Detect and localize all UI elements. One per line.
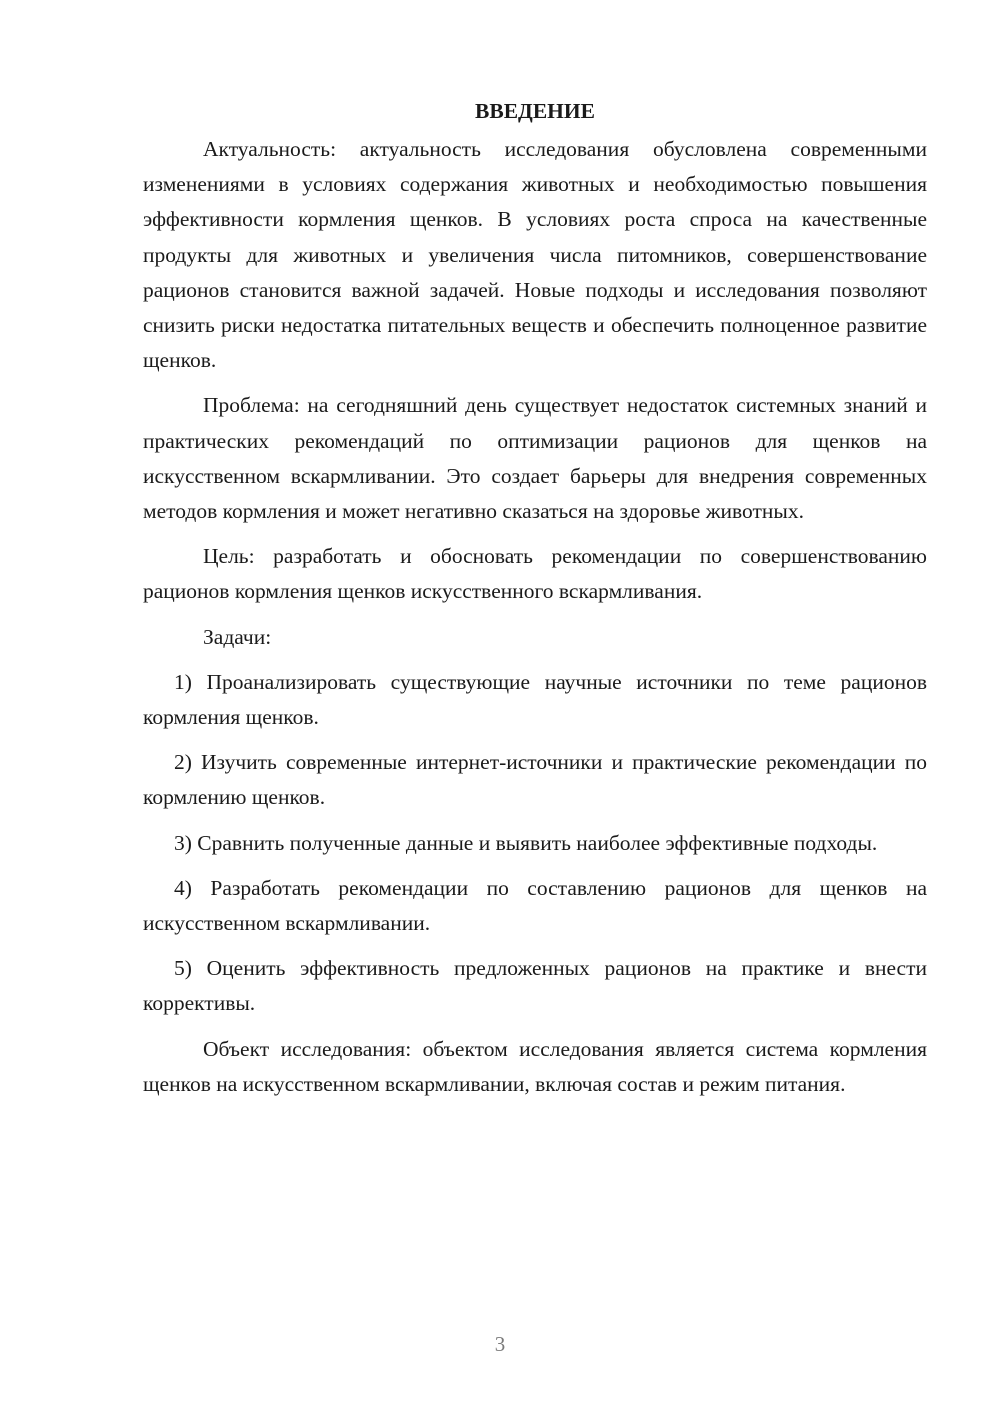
tasks-heading: Задачи: — [203, 624, 272, 649]
page-number: 3 — [494, 1332, 506, 1356]
page-content — [143, 96, 927, 1112]
paragraph-problem: Проблема: на сегодняшний день существует недостаток системных знаний и практических рекомендаций по оптимизации рационов для щенков на искусственном вскармливании. Это создает барьеры для внедрения современных методов кормления и может негативно сказаться на здоровье животных. — [143, 393, 927, 524]
task-item: 1) Проанализировать существующие научные источники по теме рационов кормления щенков. — [143, 669, 927, 730]
paragraph-object: Объект исследования: объектом исследования является система кормления щенков на искусственном вскармливании, включая состав и режим питания. — [143, 1036, 927, 1096]
paragraph-relevance: Актуальность: актуальность исследования обусловлена современными изменениями в условиях содержания животных и необходимостью повышения эффективности кормления щенков. В условиях роста спроса на качественные продукты для животных и увеличения числа питомников, совершенствование рационов становится важной задачей. Новые подходы и исследования позволяют снизить риски недостатка питательных веществ и обеспечить полноценное развитие щенков. — [143, 137, 927, 373]
section-title: ВВЕДЕНИЕ — [475, 99, 595, 123]
tasks-list — [143, 665, 927, 1022]
task-item: 5) Оценить эффективность предложенных рационов на практике и внести коррективы. — [143, 956, 927, 1016]
paragraph-goal: Цель: разработать и обосновать рекомендации по совершенствованию рационов кормления щенков искусственного вскармливания. — [143, 544, 927, 604]
task-item: 3) Сравнить полученные данные и выявить наиболее эффективные подходы. — [174, 830, 878, 855]
task-item: 2) Изучить современные интернет-источники и практические рекомендации по кормлению щенков. — [143, 750, 927, 810]
task-item: 4) Разработать рекомендации по составлению рационов для щенков на искусственном вскармливании. — [143, 875, 927, 936]
